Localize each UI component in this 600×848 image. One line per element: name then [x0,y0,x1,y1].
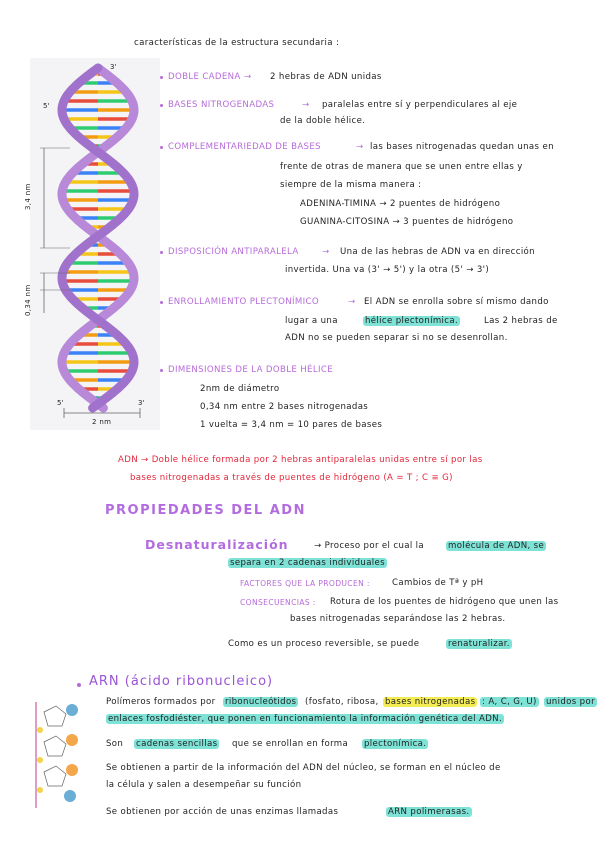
pair-at: ADENINA-TIMINA → 2 puentes de hidrógeno [300,199,501,209]
arn-text-1a: Polímeros formados por [106,697,216,707]
highlight-joined: unidos por [546,697,595,707]
factors-label: FACTORES QUE LA PRODUCEN : [240,579,370,588]
highlight-nitrogen-bases: bases nitrogenadas [385,697,476,707]
dna-definition-1: ADN → Doble hélice formada por 2 hebras antiparalelas unidas entre sí por las [118,455,483,465]
denat-text-1: → Proceso por el cual la [314,541,425,551]
pair-gc: GUANINA-CITOSINA → 3 puentes de hidrógeno [300,217,514,227]
feature-text: las bases nitrogenadas quedan unas en [370,142,554,152]
factors-text: Cambios de Tª y pH [392,578,484,588]
label-top-3prime: 3' [110,63,118,71]
highlight-acgu: : A, C, G, U) [482,697,537,707]
label-base-step: 0,34 nm [24,284,32,316]
feature-text-3: ADN no se pueden separar si no se desenrollan. [285,333,508,343]
highlight-separates: separa en 2 cadenas individuales [230,558,386,568]
arn-text-4: Se obtienen a partir de la información del ADN del núcleo, se forman en el núcleo de [106,763,501,773]
bullet [77,683,81,687]
feature-title: BASES NITROGENADAS [168,100,275,110]
label-bottom-3prime: 3' [138,399,146,407]
bullet [160,369,163,372]
bullet [160,76,163,79]
rna-strand-diagram [30,700,110,810]
consequences-text: Rotura de los puentes de hidrógeno que unen las [330,597,559,607]
feature-title: DOBLE CADENA [168,72,241,82]
arn-text-3b: que se enrollan en forma [232,739,349,749]
feature-title: DISPOSICIÓN ANTIPARALELA [168,247,299,257]
arrow: → [356,142,364,152]
highlight-plectonemic: plectonímica. [364,739,427,749]
feature-text: 2 hebras de ADN unidas [270,72,382,82]
label-bottom-5prime: 5' [57,399,65,407]
label-top-5prime: 5' [43,102,51,110]
highlight-phosphodiester: enlaces fosfodiéster, que ponen en funcionamiento la información genética del ADN. [108,714,503,724]
arrow: → [322,247,330,257]
feature-text-2: frente de otras de manera que se unen entre ellas y [280,162,523,172]
consequences-text-2: bases nitrogenadas separándose las 2 hebras. [290,614,506,624]
dna-helix-diagram [30,58,160,438]
dim-base-step: 0,34 nm entre 2 bases nitrogenadas [200,402,369,412]
reversible-text: Como es un proceso reversible, se puede [228,639,420,649]
highlight-ribonucleotides: ribonucleótidos [225,697,297,707]
arrow: → [302,100,310,110]
feature-title: COMPLEMENTARIEDAD DE BASES [168,142,321,152]
feature-text-2b: Las 2 hebras de [484,316,558,326]
dna-definition-2: bases nitrogenadas a través de puentes de hidrógeno (A = T ; C ≡ G) [130,473,453,483]
arn-text-6a: Se obtienen por acción de unas enzimas llamadas [106,807,339,817]
highlight-helix: hélice plectonímica. [365,316,459,326]
bullet [160,146,163,149]
highlight-molecule: molécula de ADN, se [448,541,545,551]
section-heading-properties: PROPIEDADES DEL ADN [105,503,306,518]
arn-text-5: la célula y salen a desempeñar su función [106,780,302,790]
feature-title: ENROLLAMIENTO PLECTONÍMICO [168,297,319,307]
highlight-single-chains: cadenas sencillas [136,739,218,749]
feature-text: El ADN se enrolla sobre sí mismo dando [364,297,549,307]
arrow: → [348,297,356,307]
highlight-rna-polymerases: ARN polimerasas. [388,807,470,817]
feature-text-2a: lugar a una [285,316,338,326]
feature-text-3: siempre de la misma manera : [280,180,422,190]
dim-turn: 1 vuelta = 3,4 nm = 10 pares de bases [200,420,383,430]
feature-text-2: invertida. Una va (3' → 5') y la otra (5' → 3') [285,265,490,275]
consequences-label: CONSECUENCIAS : [240,598,316,607]
subheading-denaturation: Desnaturalización [145,537,289,552]
arn-text-3a: Son [106,739,124,749]
feature-text: paralelas entre sí y perpendiculares al eje [322,100,518,110]
feature-text: Una de las hebras de ADN va en dirección [340,247,535,257]
arrow: → [244,72,252,82]
label-width: 2 nm [92,418,112,426]
feature-title: DIMENSIONES DE LA DOBLE HÉLICE [168,365,333,375]
label-turn: 3,4 nm [24,183,32,210]
bullet [160,251,163,254]
bullet [160,104,163,107]
dim-diameter: 2nm de diámetro [200,384,280,394]
section-heading-arn: ARN (ácido ribonucleico) [89,674,274,689]
arn-text-1b: (fosfato, ribosa, [305,697,379,707]
page-title: características de la estructura secundaria : [134,38,340,48]
feature-text-2: de la doble hélice. [280,116,366,126]
bullet [160,301,163,304]
highlight-renaturalize: renaturalizar. [448,639,510,649]
